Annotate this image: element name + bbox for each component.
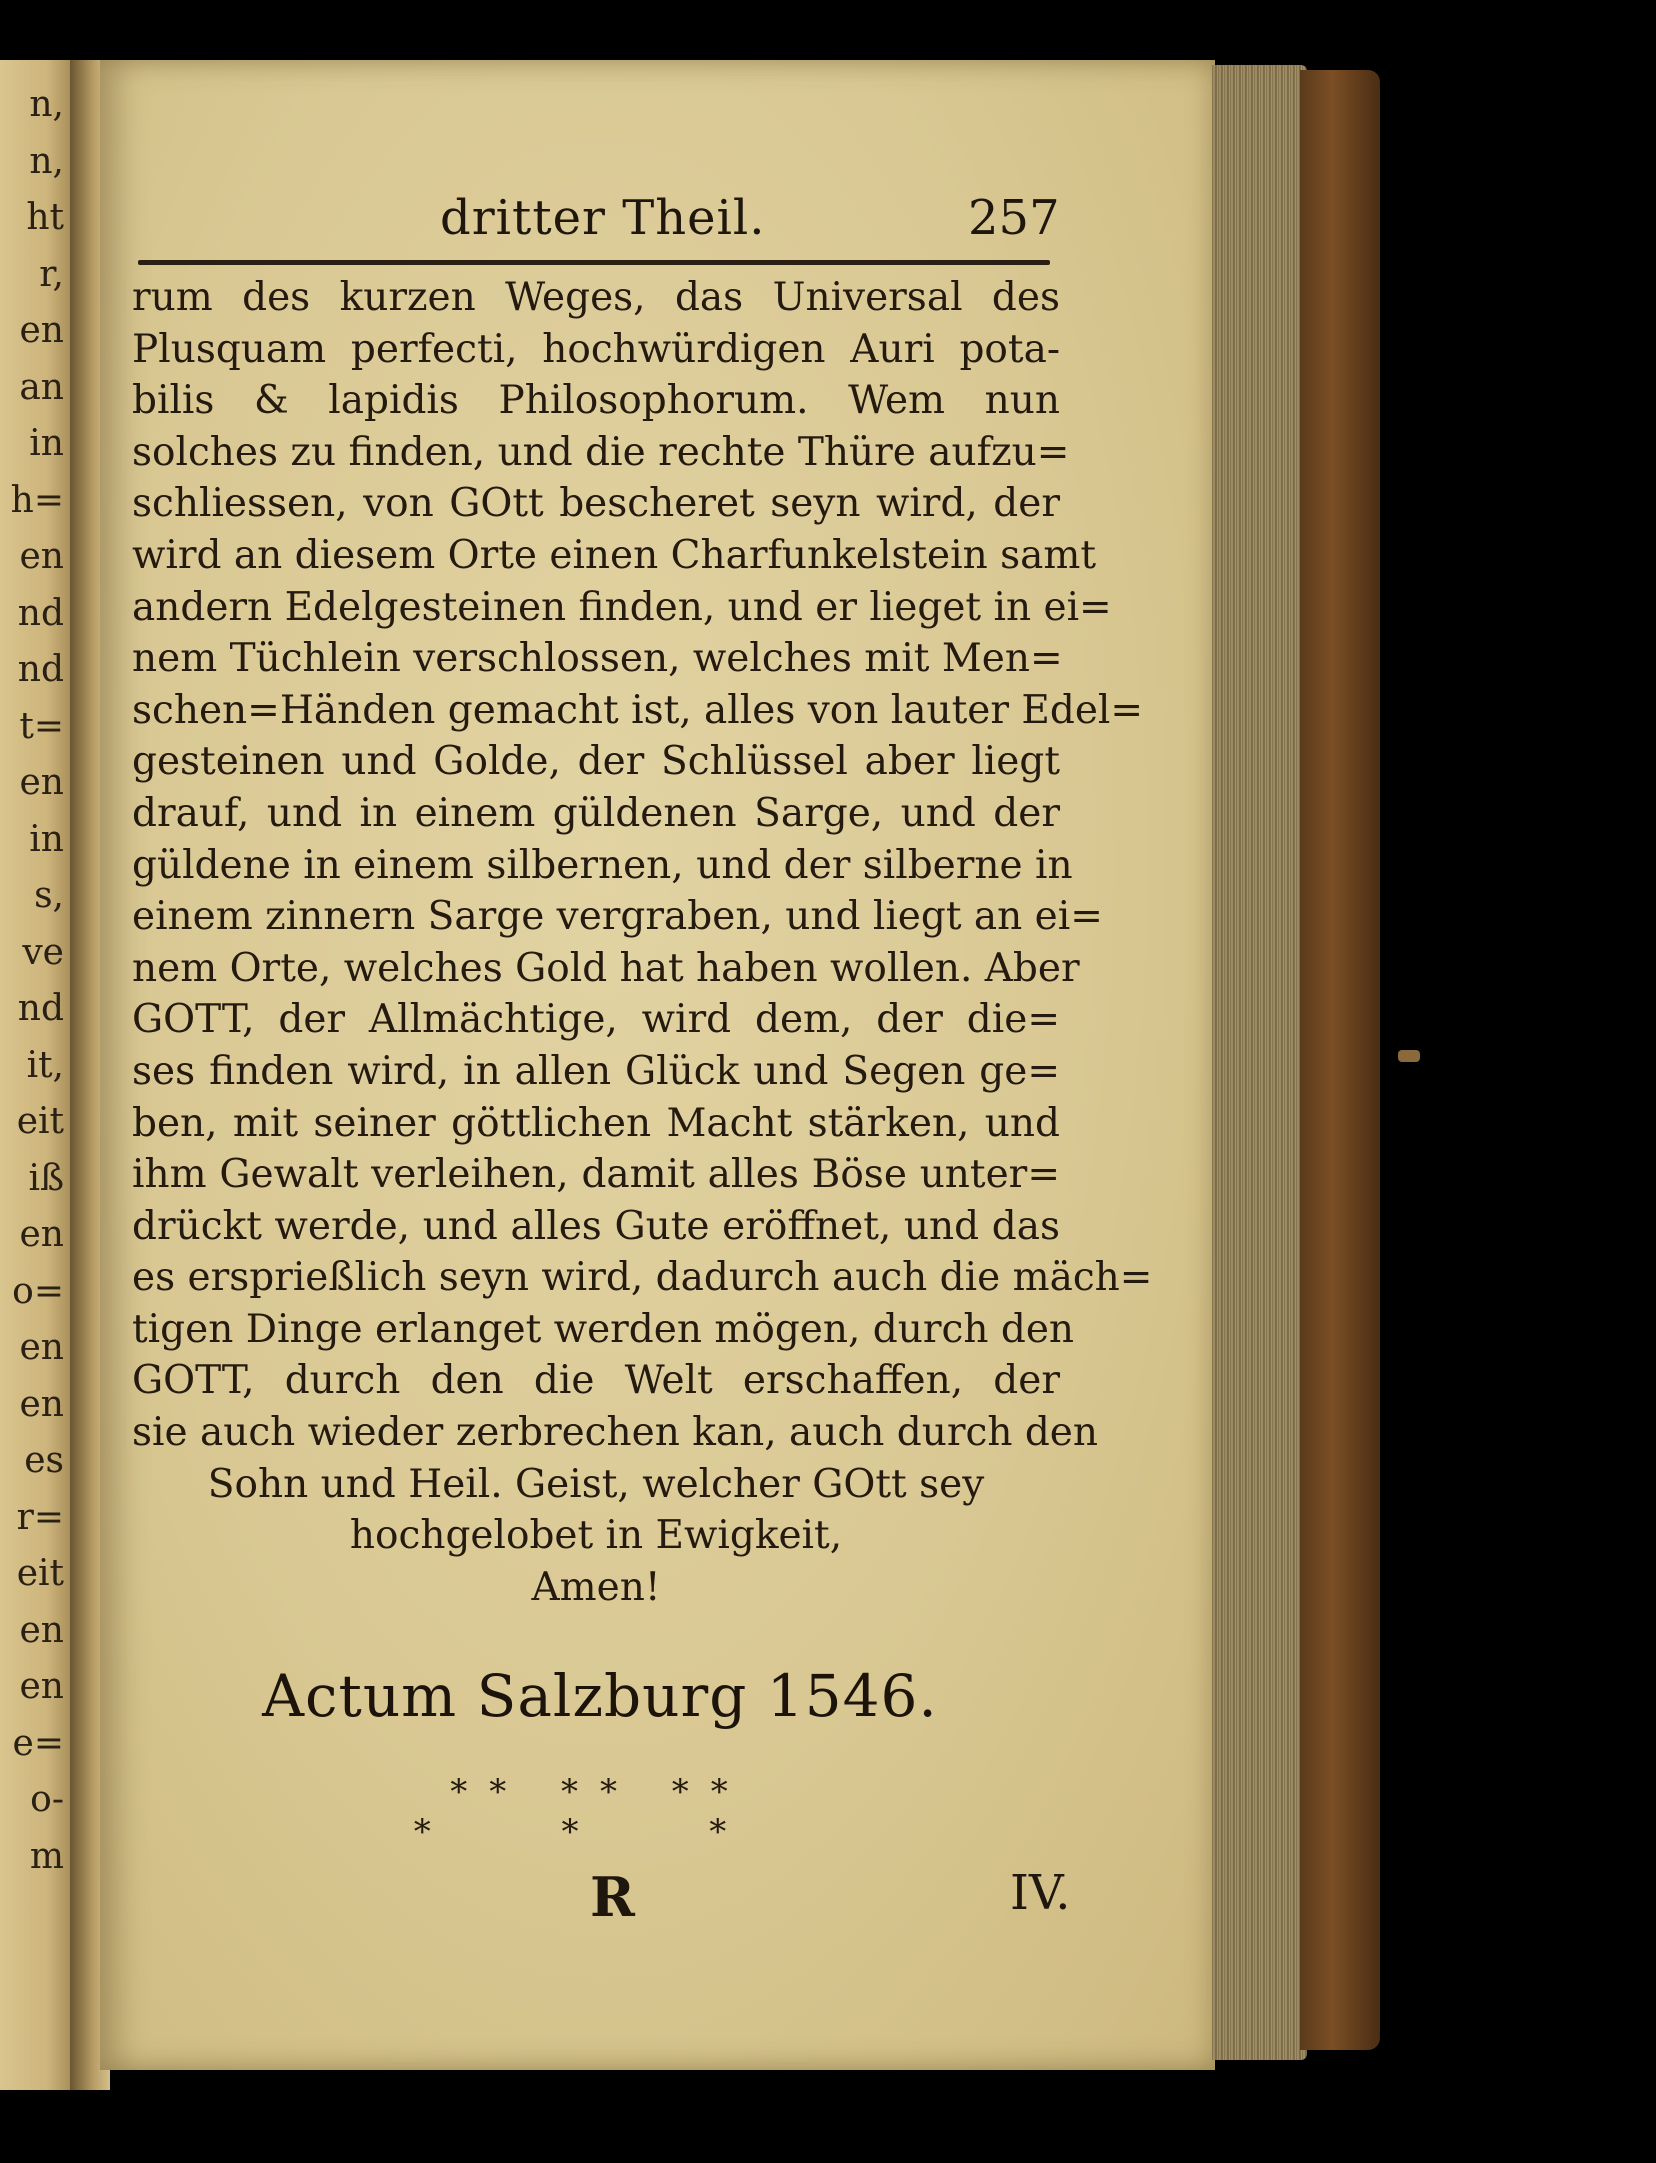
- page-edges: [1212, 65, 1307, 2060]
- text-line: es ersprießlich seyn wird, dadurch auch die mäch=: [132, 1255, 1153, 1301]
- left-page-fragment: nd: [17, 988, 64, 1029]
- text-line: tigen Dinge erlanget werden mögen, durch den: [132, 1306, 1075, 1352]
- left-page-fragment: o=: [12, 1270, 64, 1312]
- text-line: drauf, und in einem güldenen Sarge, und der: [132, 790, 1060, 836]
- left-page-fragment: es: [24, 1440, 64, 1481]
- text-line: schen=Händen gemacht ist, alles von lauter Edel=: [132, 687, 1144, 733]
- body-text: [132, 272, 1153, 1613]
- left-page-fragment: h=: [10, 479, 64, 521]
- left-page-edge: [0, 60, 78, 2090]
- left-page-fragment: eit: [16, 1553, 64, 1594]
- running-head: dritter Theil.: [440, 190, 766, 246]
- left-page-fragment: in: [29, 423, 64, 464]
- text-line: andern Edelgesteinen finden, und er lieget in ei=: [132, 584, 1112, 630]
- left-page-fragment: eit: [16, 1101, 64, 1142]
- left-page-fragment: en: [19, 1609, 64, 1651]
- text-line: gesteinen und Golde, der Schlüssel aber liegt: [132, 739, 1060, 785]
- left-page-fragment: en: [19, 1327, 64, 1368]
- text-line: sie auch wieder zerbrechen kan, auch durch den: [132, 1410, 1098, 1456]
- left-page-fragment: s,: [34, 875, 64, 916]
- left-page-fragment: nd: [17, 592, 64, 634]
- left-page-fragment: en: [19, 310, 64, 351]
- left-page-fragment: n,: [29, 140, 64, 182]
- closing-line: Sohn und Heil. Geist, welcher GOtt sey: [207, 1461, 985, 1507]
- text-line: nem Orte, welches Gold hat haben wollen. Aber: [132, 945, 1080, 991]
- left-page-fragment: nd: [17, 649, 64, 690]
- left-page-fragment: en: [19, 762, 64, 803]
- ornament-row-bottom: * * *: [413, 1812, 787, 1852]
- left-page-fragment: r=: [16, 1496, 64, 1538]
- text-line: GOTT, der Allmächtige, wird dem, der die=: [132, 997, 1060, 1043]
- text-line: güldene in einem silbernen, und der silberne in: [132, 842, 1073, 888]
- text-line: einem zinnern Sarge vergraben, und liegt an ei=: [132, 894, 1103, 940]
- left-page-fragment: ht: [26, 197, 64, 238]
- closing-line: Amen!: [531, 1564, 661, 1610]
- colophon: Actum Salzburg 1546.: [262, 1662, 938, 1730]
- text-line: ses finden wird, in allen Glück und Segen ge=: [132, 1048, 1060, 1094]
- catchword: IV.: [1010, 1865, 1071, 1921]
- left-page-fragment: t=: [19, 705, 64, 747]
- left-page-fragment: en: [19, 1383, 64, 1425]
- left-page-fragment: iß: [28, 1157, 64, 1199]
- ornament-row-top: ** ** **: [450, 1772, 750, 1812]
- book-cover-edge: [1300, 70, 1380, 2050]
- page-number: 257: [968, 190, 1060, 246]
- left-page-fragment: ve: [22, 931, 64, 973]
- text-line: nem Tüchlein verschlossen, welches mit Men=: [132, 636, 1063, 682]
- left-page-fragment: e=: [12, 1722, 64, 1764]
- left-page-fragment: n,: [29, 84, 64, 125]
- closing-line: hochgelobet in Ewigkeit,: [349, 1513, 843, 1559]
- left-page-fragment: r,: [39, 253, 64, 295]
- clasp-mark: [1398, 1050, 1420, 1062]
- left-page-fragment: en: [19, 1666, 64, 1707]
- text-line: drückt werde, und alles Gute eröffnet, und das: [132, 1203, 1060, 1249]
- left-page-fragment: it,: [26, 1044, 64, 1086]
- text-line: GOTT, durch den die Welt erschaffen, der: [132, 1358, 1060, 1404]
- left-page-fragment: en: [19, 1214, 64, 1255]
- text-line: bilis & lapidis Philosophorum. Wem nun: [132, 378, 1060, 424]
- left-page-fragment: m: [29, 1835, 64, 1877]
- text-line: ben, mit seiner göttlichen Macht stärken, und: [132, 1100, 1060, 1146]
- left-page-fragment: in: [29, 818, 64, 860]
- text-line: solches zu finden, und die rechte Thüre aufzu=: [132, 429, 1070, 475]
- left-page-fragment: an: [19, 366, 64, 408]
- text-line: schliessen, von GOtt bescheret seyn wird, der: [132, 481, 1060, 527]
- text-line: Plusquam perfecti, hochwürdigen Auri pota-: [132, 326, 1060, 372]
- signature-mark: R: [590, 1865, 635, 1929]
- text-line: ihm Gewalt verleihen, damit alles Böse unter=: [132, 1152, 1060, 1198]
- text-line: rum des kurzen Weges, das Universal des: [132, 275, 1060, 320]
- text-line: wird an diesem Orte einen Charfunkelstein samt: [132, 532, 1097, 578]
- header-rule: [138, 260, 1050, 265]
- left-page-fragment: en: [19, 536, 64, 577]
- left-page-fragment: o-: [30, 1779, 64, 1820]
